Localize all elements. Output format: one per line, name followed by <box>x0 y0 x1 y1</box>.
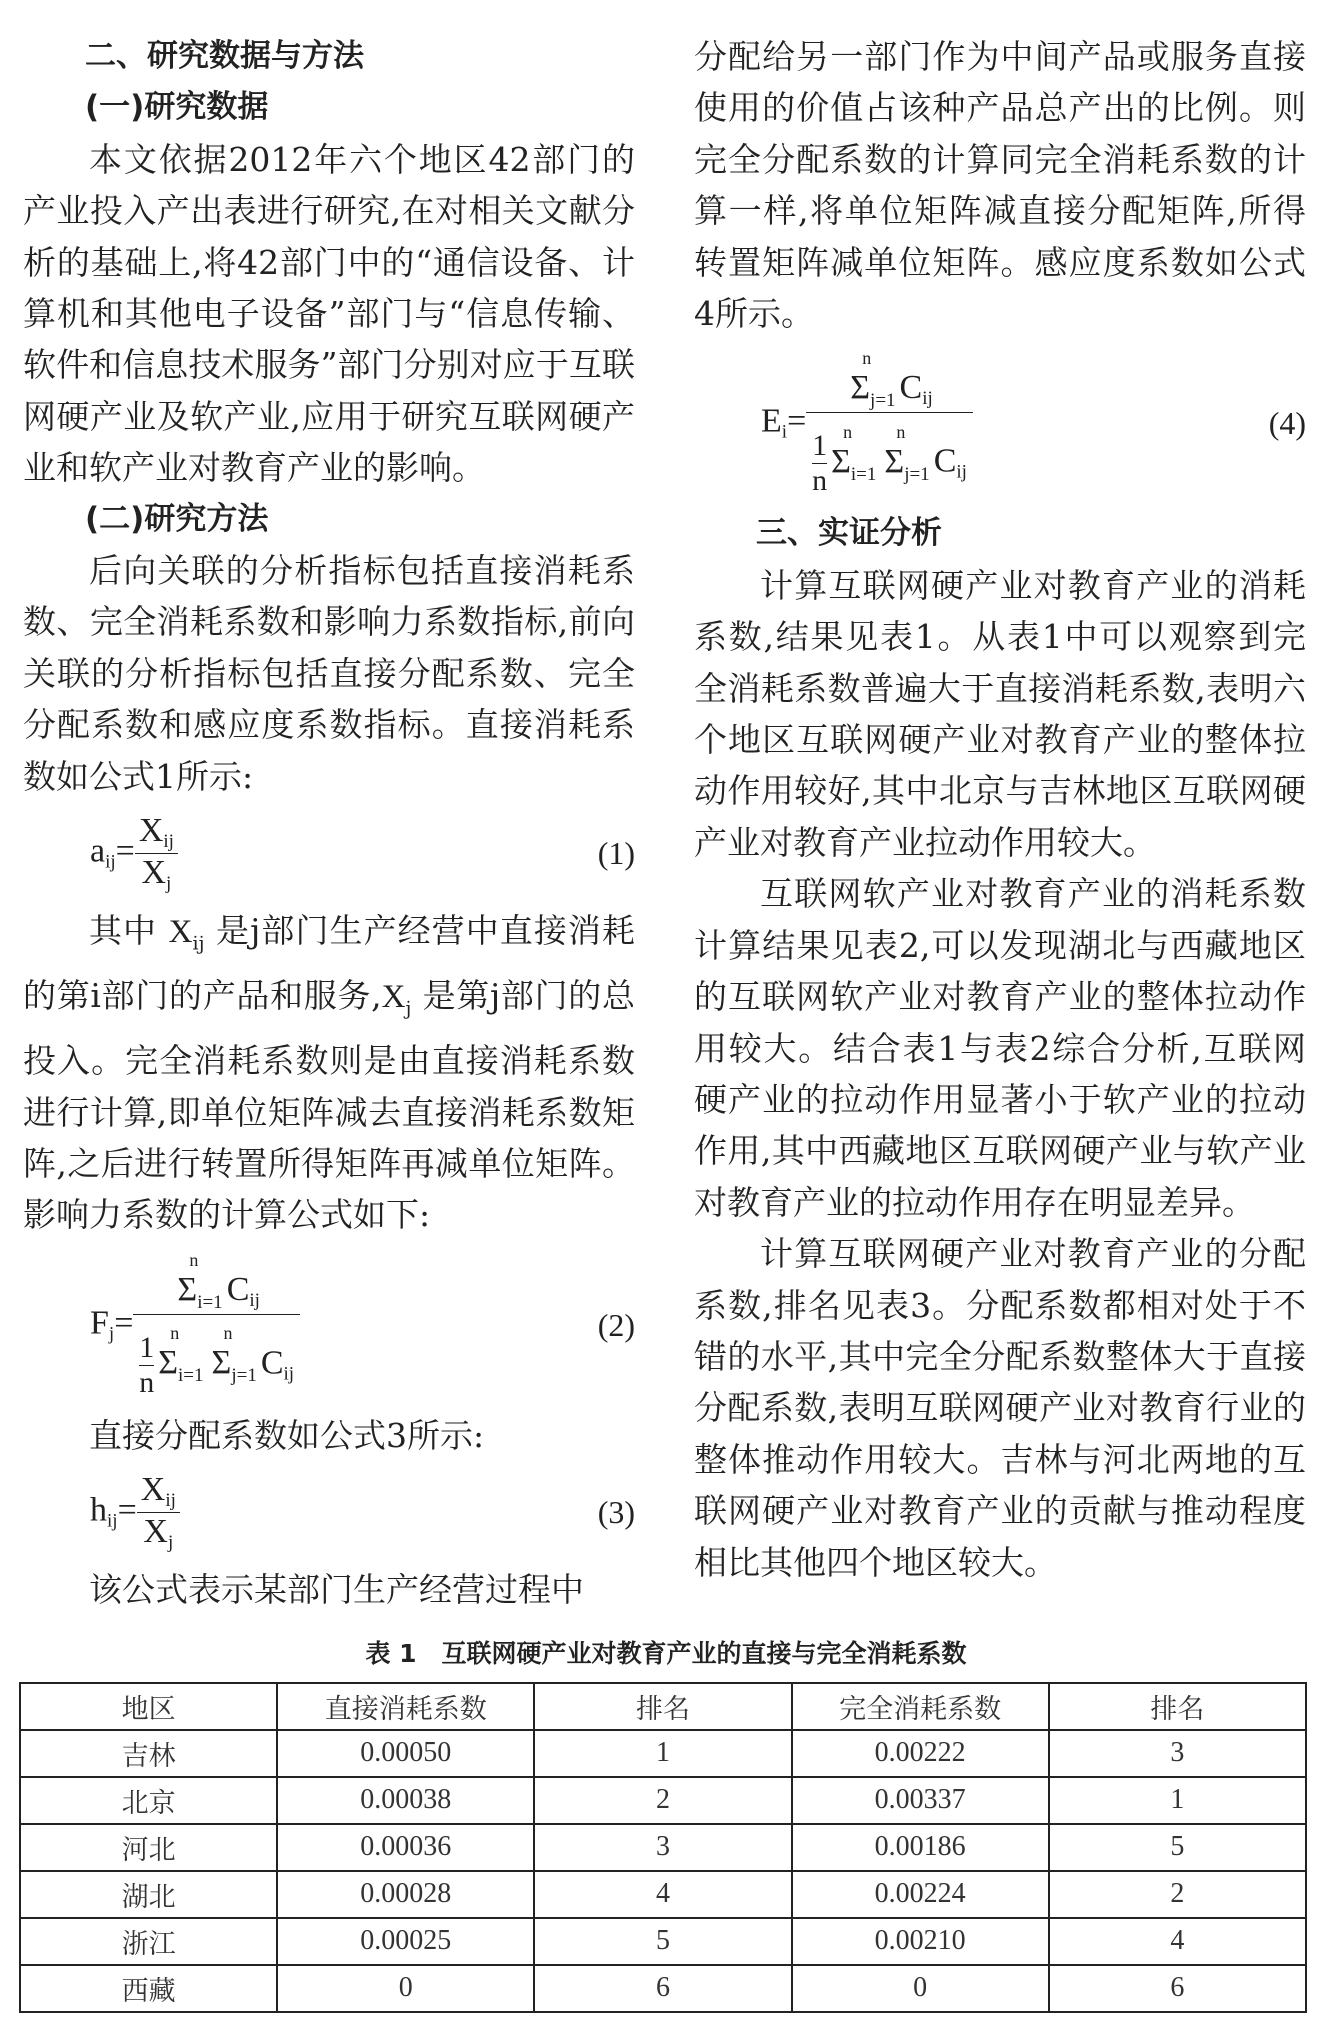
value-cell: 5 <box>1049 1824 1306 1871</box>
formula-subscript: j <box>166 873 172 895</box>
formula-equals: = <box>787 402 807 440</box>
section-heading-analysis: 三、实证分析 <box>756 515 942 552</box>
formula-subscript: ij <box>105 851 116 873</box>
value-cell: 0.00337 <box>792 1777 1049 1824</box>
fraction <box>133 1251 300 1400</box>
equation-number-2: (2) <box>597 1306 635 1343</box>
sigma: Σ <box>850 369 871 407</box>
value-cell: 0.00025 <box>277 1918 534 1965</box>
value-cell: 0.00038 <box>277 1777 534 1824</box>
right-column <box>694 31 1306 1588</box>
value-cell: 0.00028 <box>277 1871 534 1918</box>
fraction <box>135 812 178 895</box>
upper-limit: n <box>189 1249 199 1270</box>
denominator: n <box>812 464 828 498</box>
subsection-heading-method: (二)研究方法 <box>85 500 269 537</box>
lower-limit: j=1 <box>904 463 930 485</box>
value-cell: 3 <box>534 1824 791 1871</box>
sigma: Σ <box>211 1344 232 1382</box>
lower-limit: j=1 <box>870 390 896 412</box>
region-cell: 吉林 <box>20 1730 277 1777</box>
value-cell: 0.00050 <box>277 1730 534 1777</box>
value-cell: 1 <box>1049 1777 1306 1824</box>
paragraph-analysis-2: 互联网软产业对教育产业的消耗系数计算结果见表2,可以发现湖北与西藏地区的互联网软产业对教育产业的整体拉动作用较大。结合表1与表2综合分析,互联网硬产业的拉动作用显著小于软产业的拉动作用,其中西藏地区互联网硬产业与软产业对教育产业的拉动作用存在明显差异。 <box>694 874 1306 1222</box>
one-over-n <box>812 429 827 498</box>
value-cell: 0.00222 <box>792 1730 1049 1777</box>
table-caption: 表 1 互联网硬产业对教育产业的直接与完全消耗系数 <box>365 1638 967 1668</box>
lower-limit: i=1 <box>178 1365 204 1387</box>
paragraph-where <box>23 905 635 1241</box>
formula-3 <box>90 1471 180 1554</box>
value-cell: 1 <box>534 1730 791 1777</box>
subsection-heading-data: (一)研究数据 <box>85 89 269 126</box>
equation-number-4: (4) <box>1268 405 1306 442</box>
sigma: Σ <box>831 442 851 480</box>
formula-subscript: ij <box>249 1289 260 1311</box>
value-cell: 6 <box>534 1965 791 2012</box>
upper-limit: n <box>843 421 853 442</box>
one-over-n <box>139 1331 154 1400</box>
paragraph-alloc: 直接分配系数如公式3所示: <box>89 1415 485 1455</box>
value-cell: 6 <box>1049 1965 1306 2012</box>
numerator: 1 <box>139 1330 155 1364</box>
left-column <box>23 31 635 1616</box>
formula-symbol: a <box>90 832 106 870</box>
formula-subscript: j <box>167 1532 174 1554</box>
table-row <box>20 1777 1306 1824</box>
region-cell: 湖北 <box>20 1871 277 1918</box>
variable: X <box>168 914 193 951</box>
value-cell: 2 <box>534 1777 791 1824</box>
table-body <box>20 1730 1306 2012</box>
formula-subscript: ij <box>922 388 933 410</box>
table-header-row <box>20 1683 1306 1730</box>
paragraph-data: 本文依据2012年六个地区42部门的产业投入产出表进行研究,在对相关文献分析的基础上,将42部门中的“通信设备、计算机和其他电子设备”部门与“信息传输、软件和信息技术服务”部门分别对应于互联网硬产业及软产业,应用于研究互联网硬产业和软产业对教育产业的影响。 <box>23 139 635 488</box>
region-cell: 浙江 <box>20 1918 277 1965</box>
column-header: 地区 <box>20 1683 277 1730</box>
paragraph-formula-desc: 该公式表示某部门生产经营过程中 <box>89 1570 584 1610</box>
value-cell: 3 <box>1049 1730 1306 1777</box>
formula-2 <box>90 1251 300 1400</box>
formula-symbol: C <box>933 442 957 480</box>
upper-limit: n <box>896 421 906 442</box>
text: 是第j部门的总投入。完全消耗系数则是由直接消耗系数进行计算,即单位矩阵减去直接消耗系数矩阵,之后进行转置所得矩阵再减单位矩阵。影响力系数的计算公式如下: <box>23 976 635 1235</box>
formula-equals: = <box>114 1304 134 1342</box>
fraction <box>806 349 973 498</box>
formula-1 <box>90 812 178 895</box>
denominator: n <box>139 1365 155 1399</box>
formula-subscript: ij <box>165 1490 176 1512</box>
table-row <box>20 1871 1306 1918</box>
formula-symbol: E <box>761 402 782 440</box>
variable-subscript: j <box>405 997 412 1020</box>
formula-symbol: h <box>90 1491 107 1529</box>
region-cell: 西藏 <box>20 1965 277 2012</box>
equation-row-4 <box>694 349 1306 498</box>
lower-limit: j=1 <box>231 1365 257 1387</box>
paragraph-analysis-3: 计算互联网硬产业对教育产业的分配系数,排名见表3。分配系数都相对处于不错的水平,其中完全分配系数整体大于直接分配系数,表明互联网硬产业对教育行业的整体推动作用较大。吉林与河北两地的互联网硬产业对教育产业的贡献与推动程度相比其他四个地区较大。 <box>694 1234 1306 1582</box>
fraction <box>137 1471 180 1554</box>
upper-limit: n <box>223 1323 233 1344</box>
column-header: 直接消耗系数 <box>277 1683 534 1730</box>
formula-symbol: X <box>140 1471 166 1509</box>
equation-row-3 <box>23 1471 635 1554</box>
variable-subscript: ij <box>192 932 205 955</box>
column-header: 排名 <box>1049 1683 1306 1730</box>
formula-symbol: X <box>143 1513 168 1551</box>
equation-row-1 <box>23 812 635 895</box>
variable: X <box>381 979 406 1016</box>
formula-symbol: C <box>226 1270 250 1308</box>
value-cell: 0.00036 <box>277 1824 534 1871</box>
consumption-coefficient-table <box>19 1682 1307 2013</box>
value-cell: 2 <box>1049 1871 1306 1918</box>
value-cell: 0.00224 <box>792 1871 1049 1918</box>
numerator: 1 <box>812 429 828 463</box>
region-cell: 河北 <box>20 1824 277 1871</box>
formula-subscript: ij <box>163 831 174 853</box>
formula-symbol: C <box>899 369 923 407</box>
formula-symbol: C <box>260 1344 284 1382</box>
formula-subscript: ij <box>107 1510 118 1532</box>
upper-limit: n <box>170 1323 180 1344</box>
value-cell: 5 <box>534 1918 791 1965</box>
formula-symbol: X <box>141 854 167 892</box>
value-cell: 0.00186 <box>792 1824 1049 1871</box>
formula-subscript: j <box>108 1323 115 1345</box>
region-cell: 北京 <box>20 1777 277 1824</box>
upper-limit: n <box>862 348 872 369</box>
formula-subscript: ij <box>956 461 967 483</box>
lower-limit: i=1 <box>850 463 877 485</box>
lower-limit: i=1 <box>197 1291 223 1313</box>
text: 是j部门生产经营中直接消耗的第i部门的产品和服务, <box>23 911 635 1016</box>
paragraph-analysis-1: 计算互联网硬产业对教育产业的消耗系数,结果见表1。从表1中可以观察到完全消耗系数普遍大于直接消耗系数,表明六个地区互联网硬产业对教育产业的整体拉动作用较好,其中北京与吉林地区互联网硬产业对教育产业拉动作用较大。 <box>694 565 1306 862</box>
value-cell: 4 <box>1049 1918 1306 1965</box>
formula-equals: = <box>117 1491 137 1529</box>
value-cell: 0 <box>277 1965 534 2012</box>
section-heading: 二、研究数据与方法 <box>85 38 364 74</box>
paragraph-continued: 分配给另一部门作为中间产品或服务直接使用的价值占该种产品总产出的比例。则完全分配系数的计算同完全消耗系数的计算一样,将单位矩阵减直接分配矩阵,所得转置矩阵减单位矩阵。感应度系数如公式4所示。 <box>694 37 1306 334</box>
equation-number-3: (3) <box>597 1494 635 1531</box>
sigma: Σ <box>158 1344 179 1382</box>
table-row <box>20 1918 1306 1965</box>
sigma: Σ <box>884 442 905 480</box>
formula-4 <box>761 349 973 498</box>
formula-subscript: i <box>781 421 788 443</box>
equation-row-2 <box>23 1251 635 1400</box>
text: 其中 <box>89 911 169 951</box>
table-row <box>20 1824 1306 1871</box>
sigma: Σ <box>177 1270 198 1308</box>
table-row <box>20 1965 1306 2012</box>
table-row <box>20 1730 1306 1777</box>
formula-subscript: ij <box>283 1363 295 1385</box>
formula-symbol: F <box>90 1304 109 1342</box>
formula-symbol: X <box>138 812 164 850</box>
value-cell: 0 <box>792 1965 1049 2012</box>
value-cell: 0.00210 <box>792 1918 1049 1965</box>
equation-number-1: (1) <box>597 835 635 872</box>
formula-equals: = <box>115 832 135 870</box>
column-header: 排名 <box>534 1683 791 1730</box>
column-header: 完全消耗系数 <box>792 1683 1049 1730</box>
value-cell: 4 <box>534 1871 791 1918</box>
paragraph-method: 后向关联的分析指标包括直接消耗系数、完全消耗系数和影响力系数指标,前向关联的分析指标包括直接分配系数、完全分配系数和感应度系数指标。直接消耗系数如公式1所示: <box>23 551 635 796</box>
